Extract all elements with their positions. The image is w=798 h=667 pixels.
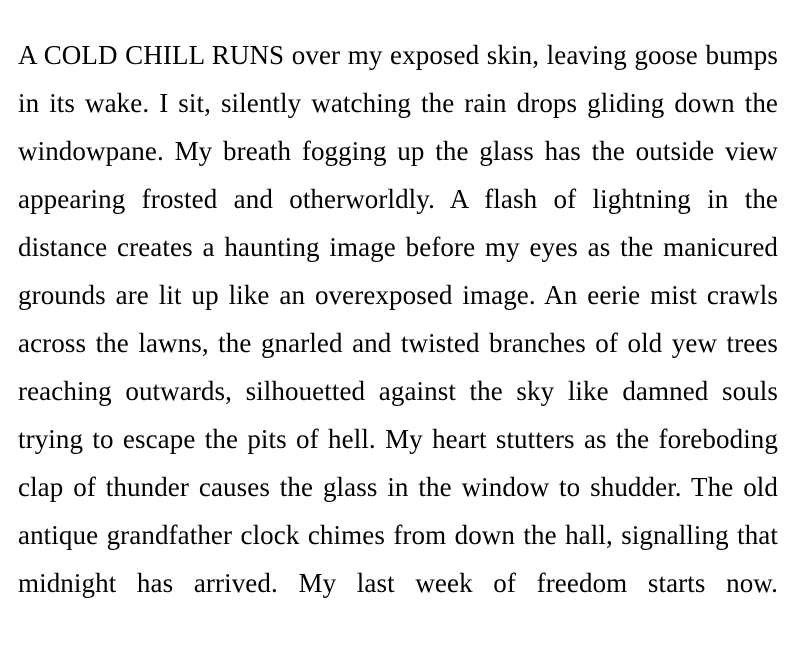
opening-small-caps: A COLD CHILL RUNS — [18, 40, 285, 70]
paragraph-body: over my exposed skin, leaving goose bumps in its wake. I sit, silently watching the rain drops gliding down the windowpane. My breath fogging up the glass has the outside view appearing frosted and otherworldly. A flash of lightning in the distance creates a haunting image before my eyes as the manicured grounds are lit up like an overexposed image. An eerie mist crawls across the lawns, the gnarled and twisted branches of old yew trees reaching outwards, silhouetted against the sky like damned souls trying to escape the pits of hell. My heart stutters as the foreboding clap of thunder causes the glass in the window to shudder. The old antique grandfather clock chimes from down the hall, signalling that midnight has arrived. My last week of freedom starts now. — [18, 40, 778, 598]
body-paragraph — [18, 31, 778, 655]
